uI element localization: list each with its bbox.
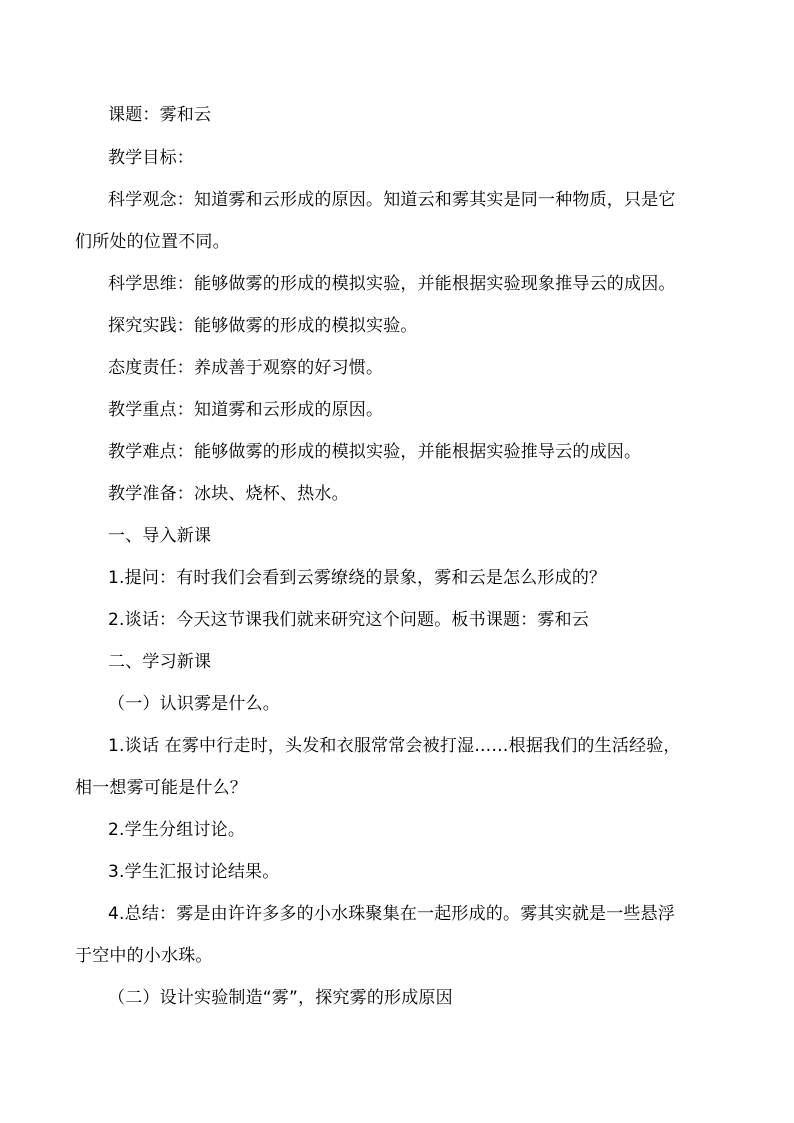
teaching-key-point: 教学重点：知道雾和云形成的原因。: [108, 400, 384, 420]
subsection-1-item-3: 3.学生汇报讨论结果。: [108, 862, 280, 882]
section-2-heading: 二、学习新课: [108, 652, 212, 672]
science-thinking: 科学思维：能够做雾的形成的模拟实验，并能根据实验现象推导云的成因。: [108, 274, 676, 294]
subsection-1-item-4-line-1: 4.总结：雾是由许许多多的小水珠聚集在一起形成的。雾其实就是一些悬浮: [108, 904, 676, 924]
subsection-1-item-2: 2.学生分组讨论。: [108, 820, 246, 840]
teaching-goals-heading: 教学目标：: [108, 148, 194, 168]
subsection-2-heading: （二）设计实验制造“雾”，探究雾的形成原因: [108, 988, 453, 1008]
section-1-heading: 一、导入新课: [108, 526, 212, 546]
teaching-preparation: 教学准备：冰块、烧杯、热水。: [108, 484, 349, 504]
section-1-item-2: 2.谈话：今天这节课我们就来研究这个问题。板书课题：雾和云: [108, 610, 590, 630]
subsection-1-heading: （一）认识雾是什么。: [108, 694, 280, 714]
subsection-1-item-1-line-2: 相一想雾可能是什么？: [75, 778, 247, 798]
section-1-item-1: 1.提问：有时我们会看到云雾缭绕的景象，雾和云是怎么形成的？: [108, 568, 607, 588]
science-concept-line-1: 科学观念：知道雾和云形成的原因。知道云和雾其实是同一种物质，只是它: [108, 190, 676, 210]
subsection-1-item-4-line-2: 于空中的小水珠。: [75, 946, 213, 966]
science-concept-line-2: 们所处的位置不同。: [75, 232, 230, 252]
lesson-title: 课题：雾和云: [108, 105, 212, 125]
subsection-1-item-1-line-1: 1.谈话 在雾中行走时，头发和衣服常常会被打湿……根据我们的生活经验，: [108, 736, 681, 756]
inquiry-practice: 探究实践：能够做雾的形成的模拟实验。: [108, 316, 418, 336]
teaching-difficulty: 教学难点：能够做雾的形成的模拟实验，并能根据实验推导云的成因。: [108, 442, 642, 462]
attitude-responsibility: 态度责任：养成善于观察的好习惯。: [108, 358, 384, 378]
